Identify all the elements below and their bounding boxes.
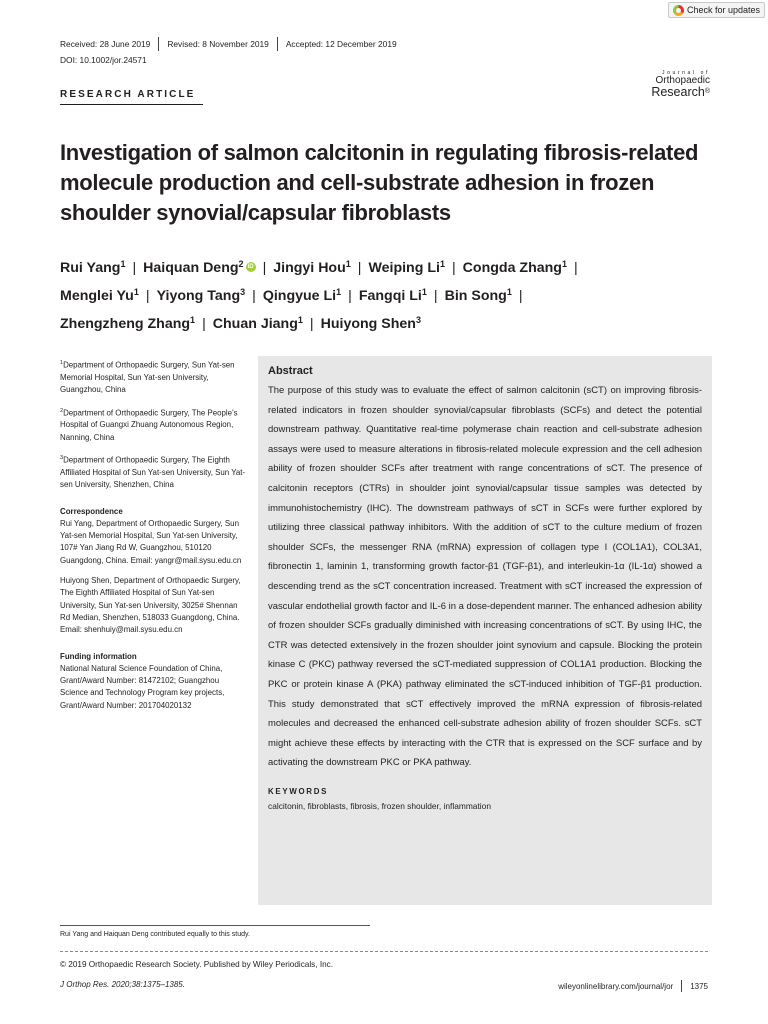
author-separator: | bbox=[433, 288, 438, 304]
divider bbox=[681, 980, 682, 992]
author-separator: | bbox=[518, 288, 523, 304]
author-list bbox=[60, 254, 720, 338]
sidebar bbox=[60, 357, 248, 720]
author-name[interactable]: Chuan Jiang$^1$ bbox=[212, 315, 303, 332]
author-separator: | bbox=[132, 260, 137, 276]
affiliation: $^3$Department of Orthopaedic Surgery, The Eighth Affiliated Hospital of Sun Yat-sen University, Sun Yat-sen University, Shenzhen, China bbox=[60, 455, 246, 490]
journal-logo-line2: Orthopaedic bbox=[655, 75, 710, 86]
affiliation: $^1$Department of Orthopaedic Surgery, Sun Yat-sen Memorial Hospital, Sun Yat-sen University, Guangzhou, China bbox=[60, 360, 235, 395]
page-number: 1375 bbox=[690, 981, 708, 991]
author-separator: | bbox=[252, 288, 256, 304]
author-separator: | bbox=[145, 288, 150, 304]
author-name[interactable]: Bin Song$^1$ bbox=[444, 287, 512, 304]
copyright: © 2019 Orthopaedic Research Society. Published by Wiley Periodicals, Inc. bbox=[60, 960, 334, 969]
author-name[interactable]: Menglei Yu$^1$ bbox=[60, 287, 139, 304]
author-line bbox=[60, 254, 720, 282]
journal-url[interactable]: wileyonlinelibrary.com/journal/jor bbox=[558, 981, 674, 991]
correspondence-entry: Huiyong Shen, Department of Orthopaedic Surgery, The Eighth Affiliated Hospital of Sun Yat-sen University, Sun Yat-sen University, 3025# Shennan Rd Median, Shenzhen, 518033 Guangdong, China. Email: shenhuiy@mail.sysu.edu.cn bbox=[60, 576, 241, 635]
correspondence-entry: Rui Yang, Department of Orthopaedic Surgery, Sun Yat-sen Memorial Hospital, Sun Yat-sen University, 107# Yan Jiang Rd W, Guangzhou, 510120 Guangdong, China. Email: yangr@mail.sysu.edu.cn bbox=[60, 518, 242, 565]
crossmark-icon bbox=[673, 5, 684, 16]
author-name[interactable]: Weiping Li$^1$ bbox=[368, 259, 445, 276]
article-type-underline bbox=[60, 104, 203, 105]
footnote-rule bbox=[60, 925, 370, 926]
author-line bbox=[60, 310, 720, 338]
correspondence-heading: Correspondence bbox=[60, 506, 123, 516]
abstract-heading: Abstract bbox=[268, 365, 313, 377]
journal-logo-line3: Research® bbox=[651, 85, 710, 99]
author-name[interactable]: Yiyong Tang$^3$ bbox=[156, 287, 246, 304]
author-name[interactable]: Haiquan Deng$^2$ iD bbox=[143, 259, 254, 276]
divider bbox=[158, 37, 159, 51]
author-line bbox=[60, 282, 720, 310]
footnote: Rui Yang and Haiquan Deng contributed equally to this study. bbox=[60, 931, 250, 938]
funding-text: National Natural Science Foundation of China, Grant/Award Number: 81472102; Guangzhou Science and Technology Program key projects, Grant/Award Number: 201704020132 bbox=[60, 663, 225, 710]
author-name[interactable]: Qingyue Li$^1$ bbox=[262, 287, 342, 304]
author-name[interactable]: Congda Zhang$^1$ bbox=[462, 259, 567, 276]
author-separator: | bbox=[309, 316, 314, 332]
doi[interactable]: DOI: 10.1002/jor.24571 bbox=[60, 55, 147, 65]
journal-logo-line1: Journal of bbox=[662, 70, 710, 76]
article-history bbox=[60, 37, 397, 51]
author-separator: | bbox=[573, 260, 578, 276]
author-name[interactable]: Rui Yang$^1$ bbox=[60, 259, 126, 276]
revised-date: Revised: 8 November 2019 bbox=[167, 39, 269, 49]
accepted-date: Accepted: 12 December 2019 bbox=[285, 39, 397, 49]
check-for-updates-button[interactable] bbox=[668, 2, 765, 18]
author-separator: | bbox=[357, 260, 362, 276]
author-separator: | bbox=[348, 288, 352, 304]
check-for-updates-label: Check for updates bbox=[687, 5, 761, 15]
orcid-icon[interactable]: iD bbox=[247, 264, 254, 271]
affiliation: $^2$Department of Orthopaedic Surgery, The People's Hospital of Guangxi Zhuang Autonomous Region, Nanning, China bbox=[60, 407, 238, 442]
keywords-heading: KEYWORDS bbox=[268, 786, 329, 796]
abstract-box bbox=[258, 356, 712, 905]
author-separator: | bbox=[262, 260, 267, 276]
received-date: Received: 28 June 2019 bbox=[60, 39, 151, 49]
author-name[interactable]: Huiyong Shen$^3$ bbox=[320, 315, 421, 332]
citation: J Orthop Res. 2020;38:1375–1385. bbox=[60, 980, 185, 989]
keywords-text: calcitonin, fibroblasts, fibrosis, frozen shoulder, inflammation bbox=[268, 800, 491, 811]
journal-logo bbox=[651, 70, 710, 98]
divider bbox=[277, 37, 278, 51]
author-name[interactable]: Jingyi Hou$^1$ bbox=[273, 259, 351, 276]
author-separator: | bbox=[451, 260, 456, 276]
author-name[interactable]: Fangqi Li$^1$ bbox=[358, 287, 427, 304]
author-name[interactable]: Zhengzheng Zhang$^1$ bbox=[60, 315, 196, 332]
article-title: Investigation of salmon calcitonin in regulating fibrosis-related molecule production and cell-substrate adhesion in frozen shoulder synovial/capsular fibroblasts bbox=[60, 140, 699, 225]
abstract-text: The purpose of this study was to evaluate the effect of salmon calcitonin (sCT) on improving fibrosis-related indicators in frozen shoulder synovial/capsular fibroblasts (SCFs) and detect the potential downstream pathway. Quantitative real-time polymerase chain reaction and cell-substrate adhesion assays were used to measure alterations in fibrosis-related molecule expression and the cell adhesion ability of frozen shoulder SCFs after treatment with range concentrations of sCT. The presence of calcitonin receptors (CTRs) in shoulder joint synovial/capsular tissue samples was detected by immunohistochemistry (IHC). The downstream pathways of sCT in SCFs were further explored by utilizing three classical pathway inhibitors. With the addition of sCT to the culture medium of frozen shoulder SCFs, the messenger RNA (mRNA) expression of collagen type I (COL1A1), COL3A1, fibronectin 1, laminin 1, transforming growth factor-β1 (TGF-β1), and interleukin-1α (IL-1α) showed a descending trend as the sCT concentration increased. Treatment with sCT increased the expression of vascular endothelial growth factor and IL-6 in a dose-dependent manner. The enhanced adhesion ability of frozen shoulder SCFs gradually diminished with increasing concentrations of sCT. By using IHC, the CTR was detected extensively in the frozen shoulder joint synovium and capsule. Blocking the protein kinase C (PKC) pathway reversed the sCT-mediated suppression of COL1A1 production. Blocking the PKC or protein kinase A (PKA) pathway eliminated the sCT-induced inhibition of TGF-β1 production. This study demonstrated that sCT effectively improved the mRNA expression of fibrosis-related molecules and decreased the enhanced cell-substrate adhesion ability of frozen shoulder SCFs. sCT might achieve these effects by interacting with the CTR that is expressed on the SCF surface and by activating the downstream PKC or PKA pathway. bbox=[268, 385, 702, 769]
author-separator: | bbox=[202, 316, 206, 332]
dashed-divider bbox=[60, 951, 708, 952]
funding-heading: Funding information bbox=[60, 651, 137, 661]
article-type: RESEARCH ARTICLE bbox=[60, 89, 196, 100]
footer-right bbox=[558, 980, 708, 992]
